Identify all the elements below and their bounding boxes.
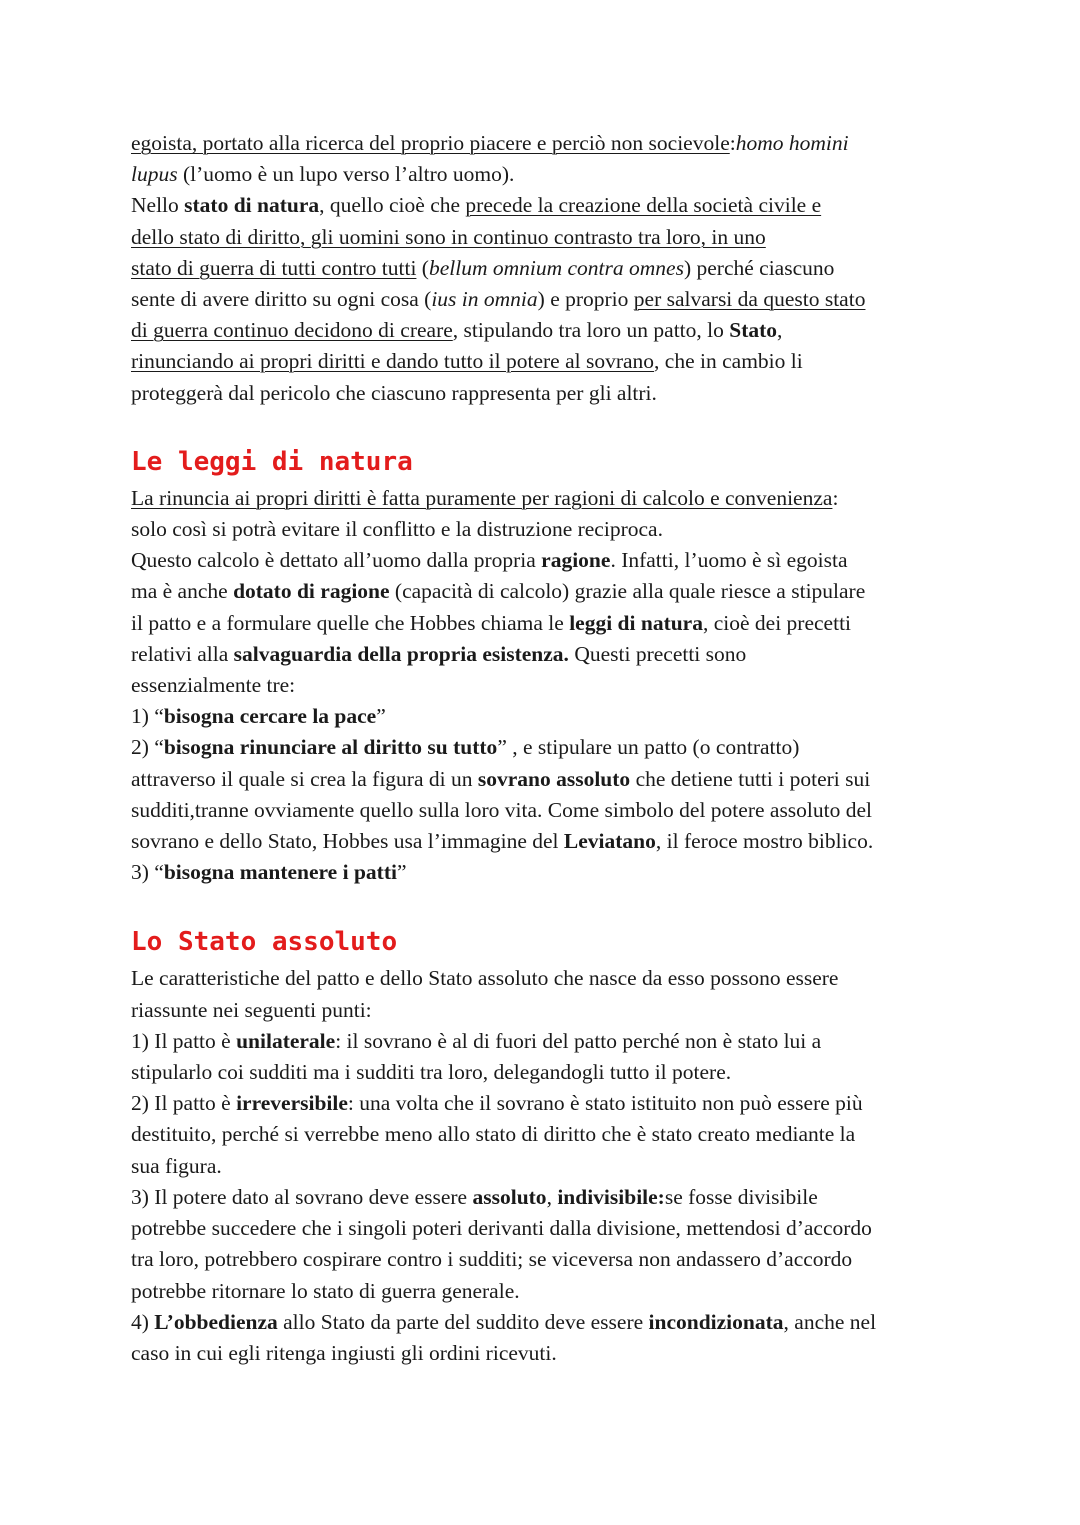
text-run: Questi precetti sono: [568, 641, 747, 666]
text-run: ,: [546, 1184, 558, 1209]
text-run: 3) Il potere dato al sovrano deve essere: [131, 1184, 473, 1209]
text-run: solo così si potrà evitare il conflitto e la distruzione reciproca.: [131, 517, 663, 542]
underlined-text: stato di guerra di tutti contro tutti: [131, 255, 417, 280]
underlined-text: precede la creazione della società civile e: [465, 193, 822, 218]
bold-text: bisogna rinunciare al diritto su tutto: [163, 735, 498, 760]
text-line: [131, 608, 961, 639]
text-line: [131, 1338, 961, 1369]
text-line: [131, 346, 961, 377]
text-line: [131, 670, 961, 701]
text-line: [131, 1026, 961, 1057]
text-run: potrebbe succedere che i singoli poteri derivanti dalla divisione, mettendosi d’accordo: [131, 1216, 872, 1241]
text-run: proteggerà dal pericolo che ciascuno rappresenta per gli altri.: [131, 380, 657, 405]
text-run: ”: [396, 860, 407, 885]
italic-text: bellum omnium contra omnes: [428, 255, 684, 280]
section-leggi-di-natura: [131, 483, 961, 889]
text-run: , cioè dei precetti: [702, 610, 852, 635]
text-run: 2) Il patto è: [131, 1091, 237, 1116]
text-run: Questo calcolo è dettato all’uomo dalla propria: [131, 548, 542, 573]
text-run: , quello cioè che: [319, 193, 466, 218]
text-run: sovrano e dello Stato, Hobbes usa l’immagine del: [131, 829, 564, 854]
text-run: attraverso il quale si crea la figura di un: [131, 766, 478, 791]
text-run: potrebbe ritornare lo stato di guerra generale.: [131, 1278, 520, 1303]
text-run: destituito, perché si verrebbe meno allo stato di diritto che è stato creato mediante la: [131, 1122, 856, 1147]
text-run: . Infatti, l’uomo è sì egoista: [610, 548, 848, 573]
text-line: [131, 826, 961, 857]
text-line: [131, 1213, 961, 1244]
underlined-text: dello stato di diritto, gli uomini sono in continuo contrasto tra loro, in uno: [131, 224, 766, 249]
text-run: ”: [376, 704, 386, 729]
text-run: ” , e stipulare un patto (o contratto): [497, 735, 800, 760]
text-line: [131, 1057, 961, 1088]
text-line: [131, 1151, 961, 1182]
bold-text: stato di natura: [184, 193, 320, 218]
text-run: tra loro, potrebbero cospirare contro i sudditi; se viceversa non andassero d’accordo: [131, 1247, 853, 1272]
bold-text: L’obbedienza: [154, 1309, 278, 1334]
text-run: 1) Il patto è: [131, 1028, 237, 1053]
bold-text: bisogna mantenere i patti: [163, 860, 397, 885]
text-run: Nello: [131, 193, 185, 218]
text-line: [131, 222, 961, 253]
bold-text: unilaterale: [236, 1028, 336, 1053]
text-run: ) e proprio: [537, 287, 634, 312]
text-run: ,: [777, 318, 783, 343]
text-line: [131, 1244, 961, 1275]
text-line: [131, 315, 961, 346]
text-line: [131, 190, 961, 221]
text-line: [131, 857, 961, 888]
bold-text: Stato: [729, 318, 778, 343]
text-line: [131, 1119, 961, 1150]
bold-text: dotato di ragione: [233, 579, 390, 604]
text-line: [131, 545, 961, 576]
text-line: [131, 576, 961, 607]
text-line: [131, 253, 961, 284]
heading-leggi-di-natura: Le leggi di natura: [131, 446, 413, 477]
text-line: [131, 1088, 961, 1119]
text-line: [131, 1307, 961, 1338]
text-line: [131, 514, 961, 545]
text-run: sente di avere diritto su ogni cosa (: [131, 287, 432, 312]
text-line: [131, 284, 961, 315]
text-run: se fosse divisibile: [664, 1184, 818, 1209]
bold-text: incondizionata: [648, 1309, 784, 1334]
bold-text: assoluto: [472, 1184, 547, 1209]
bold-text: irreversibile: [236, 1091, 348, 1116]
text-run: :: [832, 485, 839, 510]
underlined-text: La rinuncia ai propri diritti è fatta puramente per ragioni di calcolo e convenienza: [131, 485, 833, 510]
text-line: [131, 128, 961, 159]
bold-text: bisogna cercare la pace: [163, 704, 377, 729]
text-line: [131, 995, 961, 1026]
text-run: , anche nel: [783, 1309, 877, 1334]
text-run: 2) “: [131, 735, 164, 760]
section-stato-assoluto: [131, 963, 961, 1369]
underlined-text: rinunciando ai propri diritti e dando tutto il potere al sovrano: [131, 349, 655, 374]
bold-text: leggi di natura: [569, 610, 703, 635]
text-line: [131, 701, 961, 732]
text-run: : una volta che il sovrano è stato istituito non può essere più: [347, 1091, 863, 1116]
underlined-text: per salvarsi da questo stato: [633, 287, 866, 312]
text-line: [131, 1182, 961, 1213]
section-hobbes-state-of-nature: [131, 128, 961, 409]
text-run: 4): [131, 1309, 155, 1334]
heading-stato-assoluto: Lo Stato assoluto: [131, 927, 398, 958]
document-body: [131, 128, 961, 1369]
text-run: : il sovrano è al di fuori del patto perché non è stato lui a: [335, 1028, 822, 1053]
text-run: (capacità di calcolo) grazie alla quale riesce a stipulare: [389, 579, 866, 604]
text-run: allo Stato da parte del suddito deve essere: [277, 1309, 649, 1334]
text-run: , stipulando tra loro un patto, lo: [452, 318, 730, 343]
bold-text: indivisibile:: [557, 1184, 665, 1209]
underlined-text: di guerra continuo decidono di creare: [131, 318, 453, 343]
underlined-text: egoista, portato alla ricerca del proprio piacere e perciò non socievole: [131, 131, 730, 155]
text-run: Le caratteristiche del patto e dello Stato assoluto che nasce da esso possono essere: [131, 966, 839, 991]
text-run: ma è anche: [131, 579, 234, 604]
bold-text: salvaguardia della propria esistenza.: [233, 641, 569, 666]
text-line: [131, 1276, 961, 1307]
text-run: essenzialmente tre:: [131, 673, 296, 698]
text-line: [131, 732, 961, 763]
text-run: (: [416, 255, 429, 280]
text-run: , che in cambio li: [654, 349, 803, 374]
text-run: 3) “: [131, 860, 164, 885]
text-line: [131, 159, 961, 190]
text-line: [131, 378, 961, 409]
text-run: stipularlo coi sudditi ma i sudditi tra loro, delegandogli tutto il potere.: [131, 1060, 732, 1085]
italic-text: ius in omnia: [431, 287, 538, 312]
text-run: relativi alla: [131, 641, 234, 666]
text-run: il patto e a formulare quelle che Hobbes chiama le: [131, 610, 570, 635]
text-run: che detiene tutti i poteri sui: [630, 766, 871, 791]
text-line: [131, 764, 961, 795]
text-line: [131, 963, 961, 994]
text-line: [131, 795, 961, 826]
text-run: riassunte nei seguenti punti:: [131, 997, 372, 1022]
text-run: sudditi,tranne ovviamente quello sulla loro vita. Come simbolo del potere assoluto del: [131, 797, 873, 822]
bold-text: ragione: [541, 548, 611, 573]
text-run: caso in cui egli ritenga ingiusti gli ordini ricevuti.: [131, 1340, 557, 1365]
bold-text: sovrano assoluto: [477, 766, 631, 791]
bold-text: Leviatano: [563, 829, 656, 854]
italic-text: homo homini: [735, 131, 849, 155]
text-line: [131, 483, 961, 514]
text-run: sua figura.: [131, 1153, 222, 1178]
text-run: , il feroce mostro biblico.: [655, 829, 874, 854]
text-run: (l’uomo è un lupo verso l’altro uomo).: [177, 162, 515, 187]
italic-text: lupus: [131, 162, 178, 187]
text-run: :: [729, 131, 736, 155]
text-line: [131, 639, 961, 670]
text-run: 1) “: [131, 704, 164, 729]
text-run: ) perché ciascuno: [683, 255, 835, 280]
